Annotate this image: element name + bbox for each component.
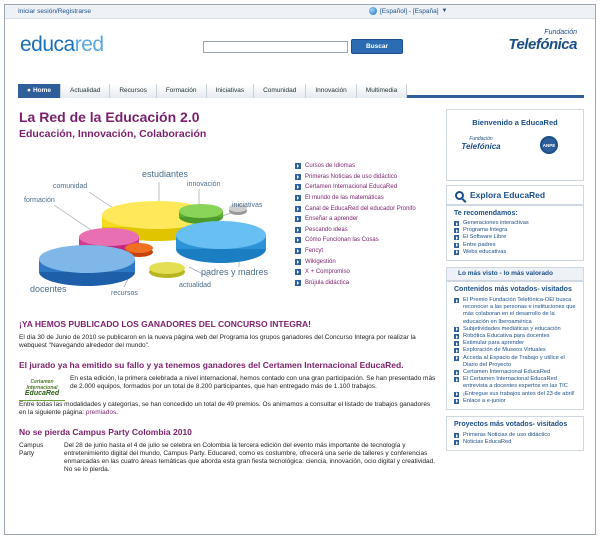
language-selector[interactable] bbox=[369, 7, 448, 15]
arrow-bullet-icon bbox=[295, 195, 301, 201]
sidebar bbox=[446, 109, 584, 451]
arrow-bullet-icon bbox=[454, 228, 459, 233]
list-item[interactable]: X + Compromiso bbox=[295, 267, 435, 278]
diagram-disc-docentes bbox=[39, 245, 135, 286]
page-frame bbox=[4, 4, 596, 535]
news-body-2: Entre todas las modalidades y categorías, se han concedido un total de 49 premios. Os animamos a consultar el listado de trabajos ganadores en la siguiente página: premiados. bbox=[19, 401, 431, 416]
list-item[interactable]: Cursos de Idiomas bbox=[295, 161, 435, 172]
news-body: En esta edición, la primera celebrada a nivel internacional, hemos contado con una gran participación. Se han presentado más de 2.000 equipos, formados por un total de 8.200 participantes, que han entregado más de 1.100 trabajos. bbox=[70, 375, 436, 390]
list-item[interactable]: Primeras Noticias de uso didáctico bbox=[454, 432, 576, 439]
label-comunidad: comunidad bbox=[53, 183, 88, 190]
arrow-bullet-icon bbox=[454, 341, 459, 346]
label-docentes: docentes bbox=[30, 284, 67, 294]
label-recursos: recursos bbox=[111, 290, 138, 297]
search-button[interactable]: Buscar bbox=[351, 39, 403, 54]
arrow-bullet-icon bbox=[454, 334, 459, 339]
arrow-bullet-icon bbox=[295, 174, 301, 180]
list-item[interactable]: Acceda al Espacio de Trabajo y utilice el Diario del Proyecto bbox=[454, 355, 576, 369]
list-item[interactable]: Subjetividades mediáticas y educación bbox=[454, 326, 576, 333]
list-item[interactable]: ¡Entregue sus trabajos antes del 23 de abril! bbox=[454, 391, 576, 398]
news-section bbox=[19, 319, 437, 488]
arrow-bullet-icon bbox=[454, 250, 459, 255]
label-actualidad: actualidad bbox=[179, 282, 211, 289]
list-item[interactable]: Robótica Educativa para docentes bbox=[454, 333, 576, 340]
news-body: El día 30 de Junio de 2010 se publicaron en la nueva página web del Programa los grupos ganadores del Concurso Integra por realizar la webquest "Navegando alrededor del mundo". bbox=[19, 334, 416, 349]
login-link[interactable]: Iniciar sesión/Registrarse bbox=[18, 8, 91, 15]
list-item[interactable]: Exploración de Museos Virtuales bbox=[454, 347, 576, 354]
arrow-bullet-icon bbox=[295, 206, 301, 212]
label-padres-madres: padres y madres bbox=[201, 267, 269, 277]
list-item[interactable]: Canal de EducaRed del educador Pronifo bbox=[295, 203, 435, 214]
recommendations-title: Te recomendamos: bbox=[454, 210, 518, 217]
arrow-bullet-icon bbox=[454, 377, 459, 382]
utility-bar bbox=[5, 5, 595, 19]
arrow-bullet-icon bbox=[454, 243, 459, 248]
education-network-diagram bbox=[19, 157, 289, 307]
arrow-bullet-icon bbox=[454, 440, 459, 445]
list-item[interactable]: El mundo de las matemáticas bbox=[295, 193, 435, 204]
label-innovacion: innovación bbox=[187, 181, 221, 188]
diagram-disc-innovacion bbox=[179, 204, 223, 224]
premiados-link[interactable]: premiados. bbox=[85, 409, 119, 416]
explora-educared[interactable]: Explora EducaRed bbox=[446, 185, 584, 205]
list-item[interactable]: El Certamen Internacional EducaRed entrevista a docentes expertos en las TIC bbox=[454, 376, 576, 390]
tab-recursos[interactable]: Recursos bbox=[110, 84, 156, 98]
welcome-title: Bienvenido a EducaRed bbox=[472, 118, 558, 127]
list-item[interactable]: Estimular para aprender bbox=[454, 340, 576, 347]
news-item bbox=[19, 319, 437, 350]
arrow-bullet-icon bbox=[454, 433, 459, 438]
list-item[interactable]: Certamen Internacional EducaRed bbox=[454, 369, 576, 376]
site-header bbox=[5, 19, 595, 69]
list-item[interactable]: Enlace a e-junior bbox=[454, 398, 576, 405]
news-item bbox=[19, 360, 437, 417]
label-iniciativas: iniciativas bbox=[232, 202, 263, 209]
list-item[interactable]: Fencyt bbox=[295, 246, 435, 257]
tab-innovacion[interactable]: Innovación bbox=[306, 84, 356, 98]
list-item[interactable]: Certamen Internacional EducaRed bbox=[295, 182, 435, 193]
page-subtitle: Educación, Innovación, Colaboración bbox=[19, 128, 207, 140]
list-item[interactable]: Generaciones interactivas bbox=[454, 220, 576, 227]
certamen-logo: Certamen Internacional EducaRed bbox=[19, 379, 65, 401]
arrow-bullet-icon bbox=[295, 216, 301, 222]
news-title[interactable]: No se pierda Campus Party Colombia 2010 bbox=[19, 427, 192, 437]
list-item[interactable]: Enseñar a aprender bbox=[295, 214, 435, 225]
welcome-box bbox=[446, 109, 584, 181]
diagram-disc-padres bbox=[176, 221, 266, 263]
label-estudiantes: estudiantes bbox=[142, 169, 189, 179]
arrow-bullet-icon bbox=[454, 399, 459, 404]
arrow-bullet-icon bbox=[295, 259, 301, 265]
arrow-bullet-icon bbox=[295, 184, 301, 190]
search-input[interactable] bbox=[203, 41, 348, 53]
anpe-logo[interactable]: ANPE bbox=[524, 136, 574, 164]
news-title[interactable]: El jurado ya ha emitido su fallo y ya tenemos ganadores del Certamen Internacional EducaRed. bbox=[19, 360, 404, 370]
arrow-bullet-icon bbox=[454, 235, 459, 240]
educared-logo[interactable]: educared bbox=[20, 33, 104, 56]
tab-formacion[interactable]: Formación bbox=[157, 84, 207, 98]
arrow-bullet-icon bbox=[295, 280, 301, 286]
tab-multimedia[interactable]: Multimedia bbox=[357, 84, 407, 98]
language-label: [Español] - [España] bbox=[380, 7, 439, 15]
list-item[interactable]: Webs educativas bbox=[454, 249, 576, 256]
home-icon: ● bbox=[27, 87, 31, 94]
arrow-bullet-icon bbox=[454, 392, 459, 397]
main-nav bbox=[18, 84, 584, 98]
main-content bbox=[19, 109, 437, 473]
arrow-bullet-icon bbox=[454, 327, 459, 332]
page-title: La Red de la Educación 2.0 bbox=[19, 109, 200, 125]
arrow-bullet-icon bbox=[295, 163, 301, 169]
list-item[interactable]: Cómo Funcionan las Cosas bbox=[295, 235, 435, 246]
list-item[interactable]: El Premio Fundación Telefónica-OEI busca reconocer a las personas e instituciones que más colaboran en el desarrollo de la educación en Iberoamérica bbox=[454, 297, 576, 326]
list-item[interactable]: Noticias EducaRed bbox=[454, 439, 576, 446]
news-title[interactable]: ¡YA HEMOS PUBLICADO LOS GANADORES DEL CONCURSO INTEGRA! bbox=[19, 319, 312, 329]
projects-voted-title: Proyectos más votados- visitados bbox=[454, 421, 568, 429]
fundacion-telefonica-small-logo[interactable]: Fundación Telefónica bbox=[461, 136, 501, 151]
arrow-bullet-icon bbox=[295, 227, 301, 233]
list-item[interactable]: Entre padres bbox=[454, 242, 576, 249]
magnifier-icon bbox=[455, 191, 464, 200]
arrow-bullet-icon bbox=[295, 237, 301, 243]
news-body: Del 28 de junio hasta el 4 de julio se celebra en Colombia la tercera edición del evento más importante de tecnología y entretenimiento digital del mundo, Campus Party. Educared, como es costumbre, ofrecerá una serie de talleres y conferencias enmarcadas en las cuatro áreas temáticas que aborda esta gran fiesta tecnológica: ciencia, innovación, ocio digital y creatividad. No se lo pierda. bbox=[64, 442, 436, 473]
arrow-bullet-icon bbox=[454, 356, 459, 361]
tab-home[interactable]: ● Home bbox=[18, 84, 61, 98]
label-formacion: formación bbox=[24, 197, 55, 204]
tab-comunidad[interactable]: Comunidad bbox=[254, 84, 306, 98]
arrow-bullet-icon bbox=[454, 370, 459, 375]
recommendations-box bbox=[446, 205, 584, 261]
arrow-bullet-icon bbox=[454, 221, 459, 226]
globe-icon bbox=[369, 7, 377, 15]
most-viewed-tab[interactable]: Lo más visto - lo más valorado bbox=[446, 267, 584, 281]
list-item[interactable]: Brújula didáctica bbox=[295, 278, 435, 289]
list-item[interactable]: Programa Integra bbox=[454, 227, 576, 234]
list-item[interactable]: Primeras Noticias de uso didáctico bbox=[295, 172, 435, 183]
list-item[interactable]: El Software Libre bbox=[454, 234, 576, 241]
diagram-disc-actualidad bbox=[149, 262, 185, 278]
arrow-bullet-icon bbox=[295, 248, 301, 254]
fundacion-telefonica-logo[interactable]: Fundación Telefónica bbox=[508, 29, 577, 53]
chevron-down-icon: ▼ bbox=[441, 8, 448, 14]
most-voted-projects-box bbox=[446, 416, 584, 451]
arrow-bullet-icon bbox=[454, 298, 459, 303]
arrow-bullet-icon bbox=[295, 269, 301, 275]
most-voted-content-box bbox=[446, 281, 584, 410]
tab-iniciativas[interactable]: Iniciativas bbox=[207, 84, 255, 98]
most-voted-title: Contenidos más votados- visitados bbox=[454, 286, 572, 294]
news-item bbox=[19, 427, 437, 478]
arrow-bullet-icon bbox=[454, 348, 459, 353]
list-item[interactable]: Pescando ideas bbox=[295, 225, 435, 236]
list-item[interactable]: Wikigestión bbox=[295, 256, 435, 267]
tab-actualidad[interactable]: Actualidad bbox=[61, 84, 110, 98]
quick-links-list bbox=[295, 161, 435, 288]
campus-party-label: Campus Party bbox=[19, 442, 44, 457]
